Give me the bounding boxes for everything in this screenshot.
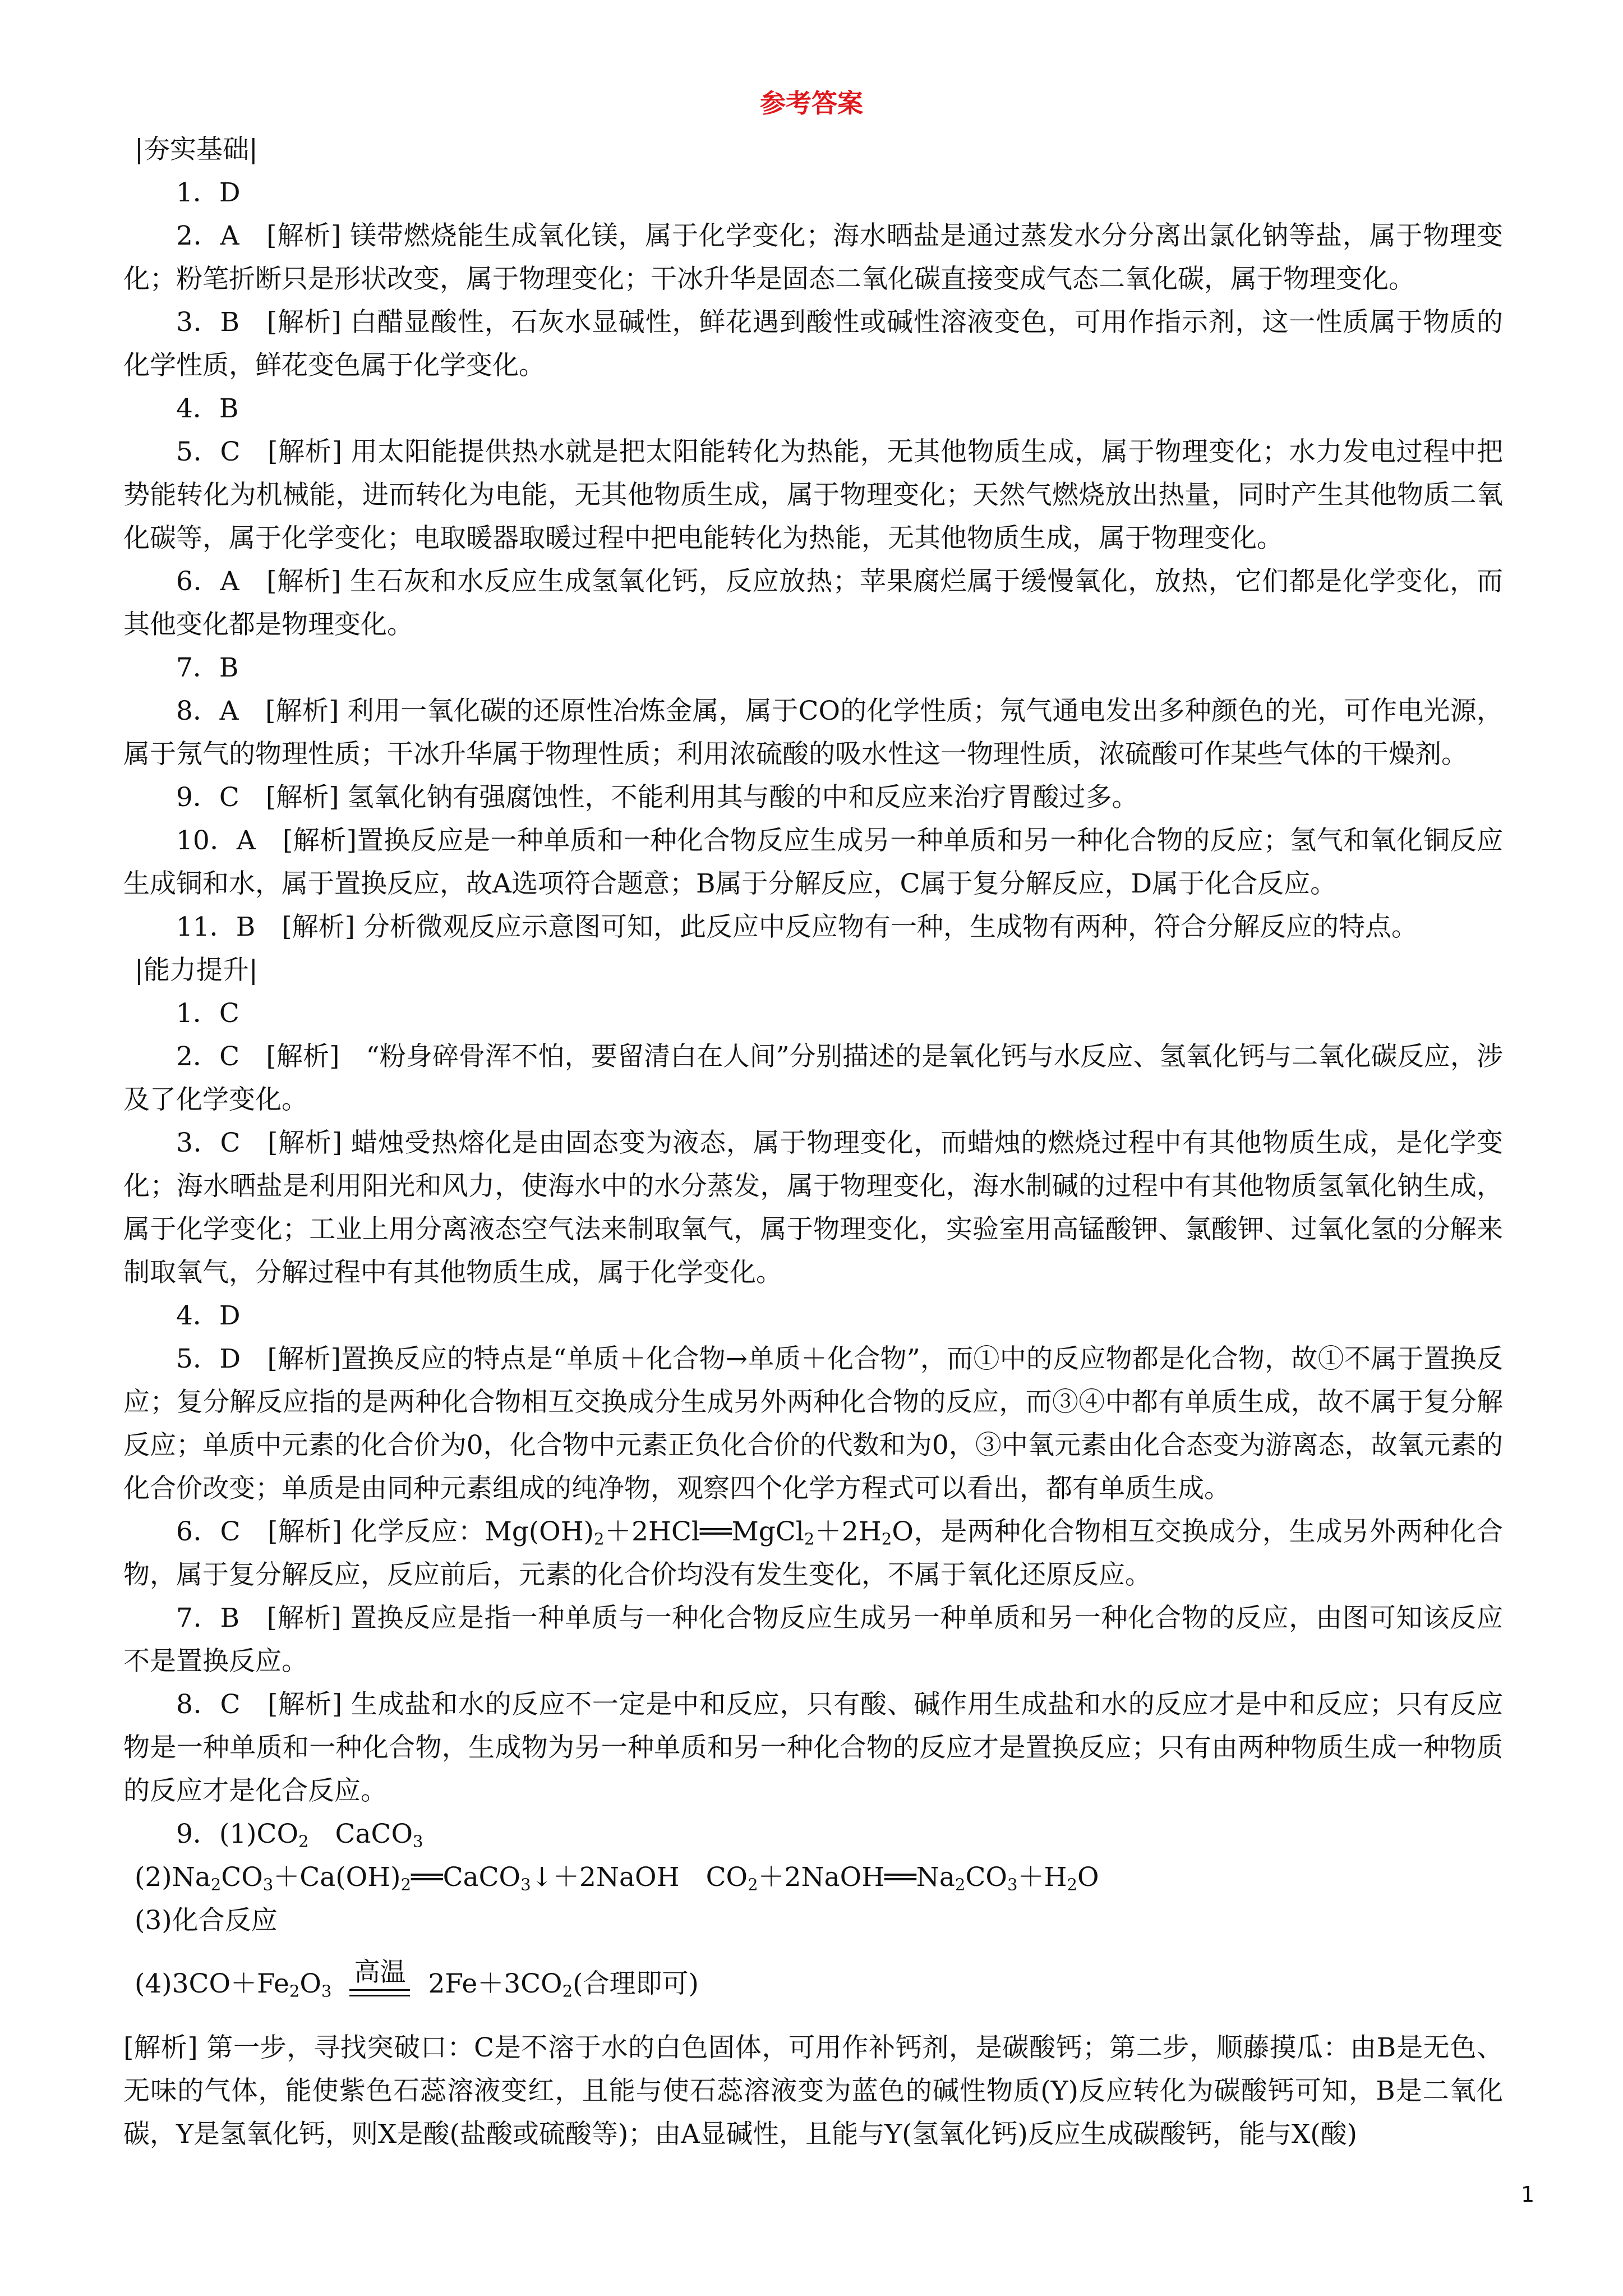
answer-basic-11: 11．B [解析] 分析微观反应示意图可知，此反应中反应物有一种，生成物有两种，符合分解反应的特点。 — [176, 912, 1418, 942]
q6-text: ＋2H — [814, 1516, 882, 1547]
subscript: 2 — [1067, 1875, 1078, 1894]
answer-basic-7: 7．B — [176, 652, 239, 683]
q9-text: O — [299, 1968, 321, 1999]
answer-body — [123, 128, 1503, 2156]
answer-advanced-1: 1．C — [176, 998, 239, 1029]
q9-text: O — [1077, 1862, 1099, 1893]
subscript: 2 — [804, 1529, 815, 1549]
subscript: 3 — [1007, 1875, 1018, 1894]
subscript: 3 — [520, 1875, 531, 1894]
page-title: 参考答案 — [760, 88, 863, 118]
answer-advanced-8: 8．C [解析] 生成盐和水的反应不一定是中和反应，只有酸、碱作用生成盐和水的反应才是中和反应；只有反应物是一种单质和一种化合物，生成物为另一种单质和另一种化合物的反应才是置换反应；只有由两种物质生成一种物质的反应才是化合反应。 — [123, 1689, 1503, 1806]
answer-basic-3: 3．B [解析] 白醋显酸性，石灰水显碱性，鲜花遇到酸性或碱性溶液变色，可用作指示剂，这一性质属于物质的化学性质，鲜花变色属于化学变化。 — [123, 307, 1503, 381]
answer-advanced-3: 3．C [解析] 蜡烛受热熔化是由固态变为液态，属于物理变化，而蜡烛的燃烧过程中有其他物质生成，是化学变化；海水晒盐是利用阳光和风力，使海水中的水分蒸发，属于物理变化，海水制碱的过程中有其他物质氢氧化钠生成，属于化学变化；工业上用分离液态空气法来制取氧气，属于物理变化，实验室用高锰酸钾、氯酸钾、过氧化氢的分解来制取氧气，分解过程中有其他物质生成，属于化学变化。 — [123, 1128, 1503, 1288]
answer-basic-9: 9．C [解析] 氢氧化钠有强腐蚀性，不能利用其与酸的中和反应来治疗胃酸过多。 — [176, 782, 1138, 813]
answer-advanced-4: 4．D — [176, 1300, 241, 1331]
q9-text: (合理即可) — [573, 1968, 699, 1999]
subscript: 2 — [881, 1529, 892, 1549]
q9-text: ══CaCO — [411, 1862, 521, 1893]
answer-basic-10: 10．A [解析]置换反应是一种单质和一种化合物反应生成另一种单质和另一种化合物的反应；氢气和氧化铜反应生成铜和水，属于置换反应，故A选项符合题意；B属于分解反应，C属于复分解反应，D属于化合反应。 — [123, 825, 1503, 899]
q9-text: 2Fe＋3CO — [428, 1968, 562, 1999]
answer-basic-4: 4．B — [176, 393, 239, 424]
answer-advanced-5: 5．D [解析]置换反应的特点是“单质＋化合物→单质＋化合物”，而①中的反应物都是化合物，故①不属于置换反应；复分解反应指的是两种化合物相互交换成分生成另外两种化合物的反应，而③④中都有单质生成，故不属于复分解反应；单质中元素的化合价为0，化合物中元素正负化合价的代数和为0，③中氧元素由化合态变为游离态，故氧元素的化合价改变；单质是由同种元素组成的纯净物，观察四个化学方程式可以看出，都有单质生成。 — [123, 1343, 1503, 1504]
q9-text: (4)3CO＋Fe — [135, 1968, 289, 1999]
subscript: 2 — [594, 1529, 605, 1549]
subscript: 3 — [321, 1981, 332, 2001]
q9-text: ＋2NaOH══Na — [758, 1862, 955, 1893]
answer-basic-2: 2．A [解析] 镁带燃烧能生成氧化镁，属于化学变化；海水晒盐是通过蒸发水分分离出氯化钠等盐，属于物理变化；粉笔折断只是形状改变，属于物理变化；干冰升华是固态二氧化碳直接变成气态二氧化碳，属于物理变化。 — [123, 220, 1503, 295]
subscript: 2 — [289, 1981, 300, 2001]
answer-advanced-9-line-2 — [123, 1856, 1503, 1899]
subscript: 2 — [748, 1875, 758, 1894]
subscript: 2 — [210, 1875, 222, 1894]
section-heading-advanced: |能力提升| — [135, 955, 258, 986]
reaction-condition — [346, 1957, 413, 2008]
answer-basic-1: 1．D — [176, 177, 241, 208]
q9-text: CO — [965, 1862, 1007, 1893]
answer-advanced-9-line-1 — [123, 1812, 1503, 1856]
subscript: 2 — [298, 1832, 309, 1851]
answer-advanced-9-analysis: [解析] 第一步，寻找突破口：C是不溶于水的白色固体，可用作补钙剂，是碳酸钙；第二步，顺藤摸瓜：由B是无色、无味的气体，能使紫色石蕊溶液变红，且能与使石蕊溶液变为蓝色的碱性物质(Y)反应转化为碳酸钙可知，B是二氧化碳，Y是氢氧化钙，则X是酸(盐酸或硫酸等)；由A显碱性，且能与Y(氢氧化钙)反应生成碳酸钙，能与X(酸) — [123, 2032, 1503, 2150]
q9-text: (2)Na — [135, 1862, 211, 1893]
section-heading-basic: |夯实基础| — [135, 134, 258, 165]
answer-advanced-9-line-3: (3)化合反应 — [135, 1905, 278, 1936]
q6-text: ＋2HCl══MgCl — [604, 1516, 804, 1547]
subscript: 3 — [262, 1875, 274, 1894]
answer-advanced-9-line-4 — [123, 1953, 1503, 2015]
equals-bar — [349, 1995, 410, 1996]
q6-text: O，是两种化合物相互交换成分，生成另外两种化合物，属于复分解反应，反应前后，元素的化合价均没有发生变化，不属于氧化还原反应。 — [123, 1516, 1503, 1590]
q9-text: 9．(1)CO — [176, 1819, 298, 1849]
q9-text: CaCO — [308, 1819, 413, 1849]
reaction-condition-label: 高温 — [354, 1957, 406, 1987]
q9-text: CO — [221, 1862, 263, 1893]
answer-advanced-7: 7．B [解析] 置换反应是指一种单质与一种化合物反应生成另一种单质和另一种化合物的反应，由图可知该反应不是置换反应。 — [123, 1603, 1503, 1677]
subscript: 3 — [413, 1832, 423, 1851]
answer-basic-6: 6．A [解析] 生石灰和水反应生成氢氧化钙，反应放热；苹果腐烂属于缓慢氧化，放热，它们都是化学变化，而其他变化都是物理变化。 — [123, 566, 1503, 640]
q6-text: 6．C [解析] 化学反应：Mg(OH) — [176, 1516, 594, 1547]
equals-bar — [349, 1989, 410, 1991]
answer-advanced-2: 2．C [解析] “粉身碎骨浑不怕，要留清白在人间”分别描述的是氧化钙与水反应、氢氧化钙与二氧化碳反应，涉及了化学变化。 — [123, 1041, 1503, 1115]
subscript: 2 — [562, 1981, 573, 2001]
q9-text: ＋H — [1017, 1862, 1067, 1893]
subscript: 2 — [400, 1875, 412, 1894]
page-number: 1 — [1521, 2182, 1535, 2207]
answer-advanced-6 — [123, 1510, 1503, 1596]
subscript: 2 — [955, 1875, 966, 1894]
answer-basic-5: 5．C [解析] 用太阳能提供热水就是把太阳能转化为热能，无其他物质生成，属于物理变化；水力发电过程中把势能转化为机械能，进而转化为电能，无其他物质生成，属于物理变化；天然气燃烧放出热量，同时产生其他物质二氧化碳等，属于化学变化；电取暖器取暖过程中把电能转化为热能，无其他物质生成，属于物理变化。 — [123, 436, 1503, 554]
answer-basic-8: 8．A [解析] 利用一氧化碳的还原性冶炼金属，属于CO的化学性质；氖气通电发出多种颜色的光，可作电光源，属于氖气的物理性质；干冰升华属于物理性质；利用浓硫酸的吸水性这一物理性质，浓硫酸可作某些气体的干燥剂。 — [123, 696, 1503, 770]
q9-text: ↓＋2NaOH CO — [531, 1862, 748, 1893]
q9-text: ＋Ca(OH) — [273, 1862, 401, 1893]
